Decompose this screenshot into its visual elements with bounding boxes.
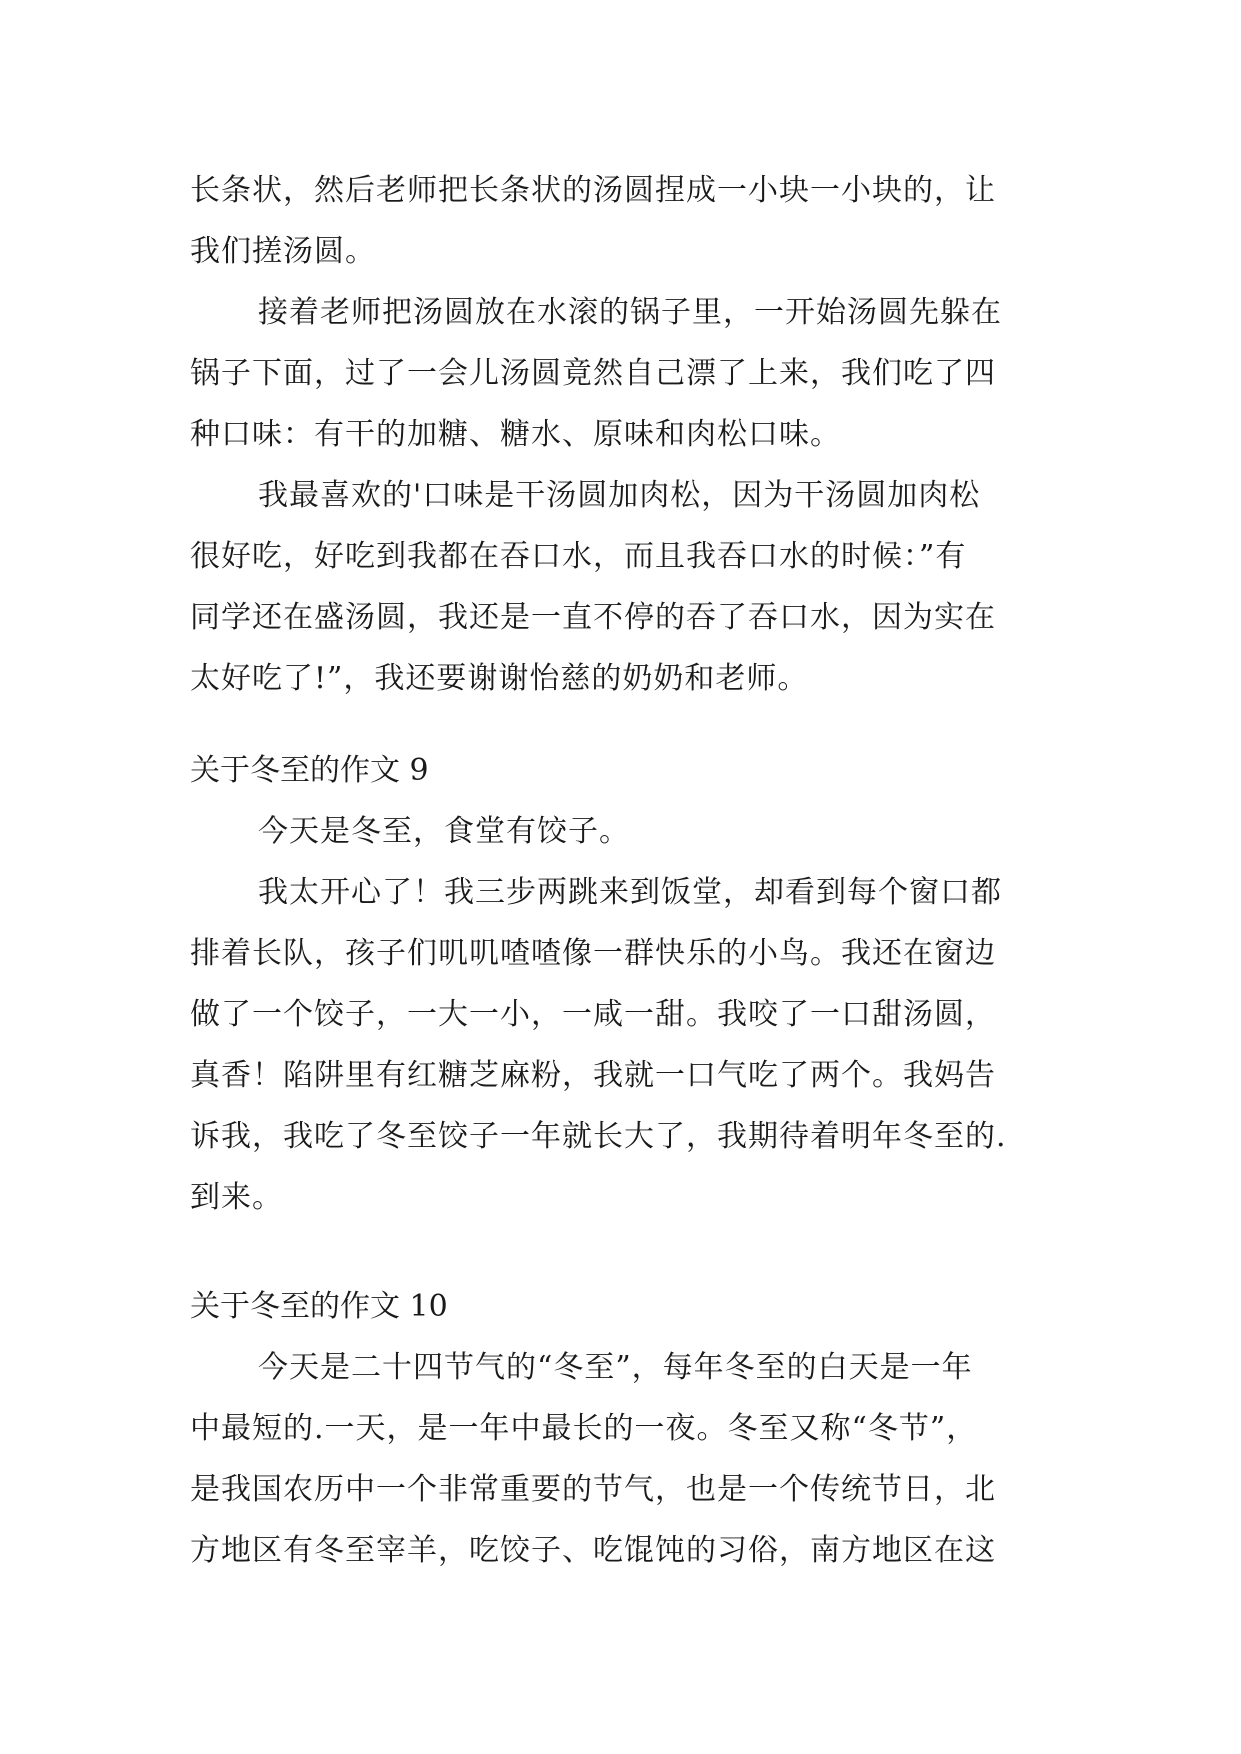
- text-line: 太好吃了!”，我还要谢谢怡慈的奶奶和老师。: [190, 661, 809, 696]
- text-line: 诉我，我吃了冬至饺子一年就长大了，我期待着明年冬至的.: [190, 1119, 1007, 1154]
- text-line: 同学还在盛汤圆，我还是一直不停的吞了吞口水，因为实在: [190, 600, 996, 635]
- essay-10-section: [190, 1276, 1070, 1581]
- text-line: 做了一个饺子，一大一小，一咸一甜。我咬了一口甜汤圆，: [190, 997, 996, 1032]
- text-line: 锅子下面，过了一会儿汤圆竟然自己漂了上来，我们吃了四: [190, 356, 996, 391]
- text-line: 很好吃，好吃到我都在吞口水，而且我吞口水的时候：”有: [190, 539, 967, 574]
- essay-10-title: 关于冬至的作文 10: [190, 1289, 448, 1324]
- text-line: 我们搓汤圆。: [190, 234, 376, 269]
- text-line: 今天是二十四节气的“冬至”，每年冬至的白天是一年: [258, 1350, 973, 1385]
- essay-9-section: [190, 740, 1070, 1228]
- text-line: 真香！陷阱里有红糖芝麻粉，我就一口气吃了两个。我妈告: [190, 1058, 996, 1093]
- text-line: 接着老师把汤圆放在水滚的锅子里，一开始汤圆先躲在: [258, 295, 1002, 330]
- paragraph-block-continuation: [190, 160, 1070, 709]
- text-line: 今天是冬至，食堂有饺子。: [258, 814, 630, 849]
- text-line: 是我国农历中一个非常重要的节气，也是一个传统节日，北: [190, 1472, 996, 1507]
- text-line: 中最短的.一天，是一年中最长的一夜。冬至又称“冬节”，: [190, 1411, 978, 1446]
- text-line: 种口味：有干的加糖、糖水、原味和肉松口味。: [190, 417, 841, 452]
- text-line: 我太开心了！我三步两跳来到饭堂，却看到每个窗口都: [258, 875, 1002, 910]
- text-line: 长条状，然后老师把长条状的汤圆捏成一小块一小块的，让: [190, 173, 996, 208]
- text-line: 方地区有冬至宰羊，吃饺子、吃馄饨的习俗，南方地区在这: [190, 1533, 996, 1568]
- text-line: 排着长队，孩子们叽叽喳喳像一群快乐的小鸟。我还在窗边: [190, 936, 996, 971]
- text-line: 我最喜欢的'口味是干汤圆加肉松，因为干汤圆加肉松: [258, 478, 981, 513]
- text-line: 到来。: [190, 1180, 283, 1215]
- essay-9-title: 关于冬至的作文 9: [190, 753, 429, 788]
